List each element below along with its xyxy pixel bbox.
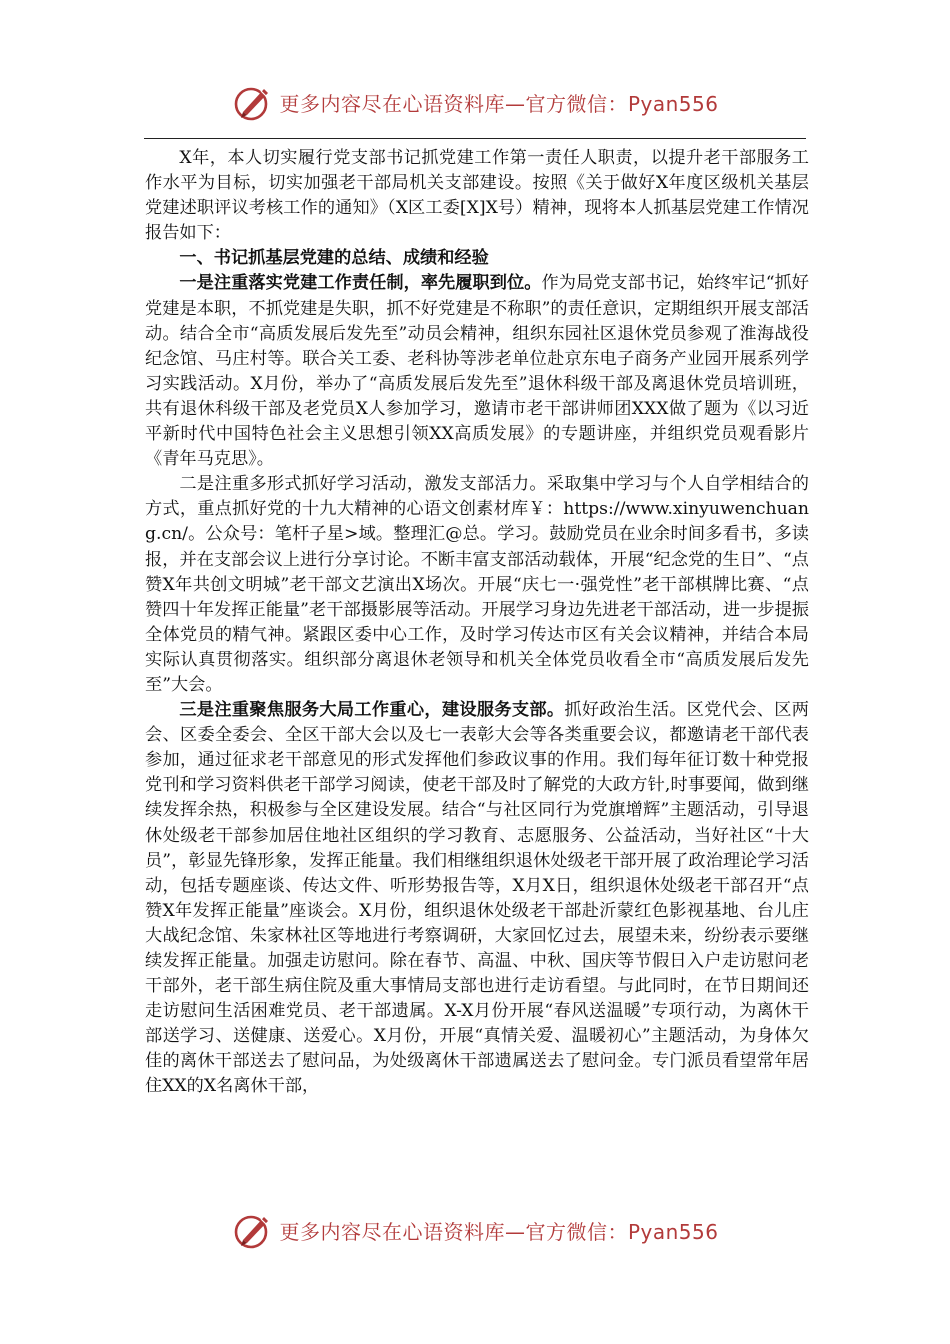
pen-logo-icon [231, 80, 275, 124]
banner-text: 更多内容尽在心语资料库—官方微信：Pyan556 [279, 1219, 719, 1244]
paragraph-3-lead: 三是注重聚焦服务大局工作重心，建设服务支部。 [179, 700, 565, 721]
header-banner [0, 80, 950, 124]
paragraph-3 [145, 698, 809, 1100]
paragraph-3-body: 抓好政治生活。区党代会、区两会、区委全委会、全区干部大会以及七一表彰大会等各类重要会议，都邀请老干部代表参加，通过征求老干部意见的形式发挥他们参政议事的作用。我们每年征订数十种党报党刊和学习资料供老干部学习阅读，使老干部及时了解党的大政方针,时事要闻，做到继续发挥余热，积极参与全区建设发展。结合“与社区同行为党旗增辉”主题活动，引导退休处级老干部参加居住地社区组织的学习教育、志愿服务、公益活动，当好社区“十大员”，彰显先锋形象，发挥正能量。我们相继组织退休处级老干部开展了政治理论学习活动，包括专题座谈、传达文件、听形势报告等，X月X日，组织退休处级老干部召开“点赞X年发挥正能量”座谈会。X月份，组织退休处级老干部赴沂蒙红色影视基地、台儿庄大战纪念馆、朱家林社区等地进行考察调研，大家回忆过去，展望未来，纷纷表示要继续发挥正能量。加强走访慰问。除在春节、高温、中秋、国庆等节假日入户走访慰问老干部外，老干部生病住院及重大事情局支部也进行走访看望。与此同时，在节日期间还走访慰问生活困难党员、老干部遗属。X-X月份开展“春风送温暖”专项行动，为离休干部送学习、送健康、送爱心。X月份，开展“真情关爱、温暖初心”主题活动，为身体欠佳的离休干部送去了慰问品，为处级离休干部遗属送去了慰问金。专门派员看望常年居住XX的X名离休干部， [145, 700, 809, 1097]
pen-logo-icon [231, 1208, 275, 1252]
paragraph-1-body: 作为局党支部书记，始终牢记“抓好党建是本职，不抓党建是失职，抓不好党建是不称职”的责任意识，定期组织开展支部活动。结合全市“高质发展后发先至”动员会精神，组织东园社区退休党员参观了淮海战役纪念馆、马庄村等。联合关工委、老科协等涉老单位赴京东电子商务产业园开展系列学习实践活动。X月份，举办了“高质发展后发先至”退休科级干部及离退休党员培训班，共有退休科级干部及老党员X人参加学习，邀请市老干部讲师团XXX做了题为《以习近平新时代中国特色社会主义思想引领XX高质发展》的专题讲座，并组织党员观看影片《青年马克思》。 [145, 273, 809, 470]
section-heading: 一、书记抓基层党建的总结、成绩和经验 [179, 248, 489, 269]
paragraph-1 [145, 271, 809, 472]
header-divider [144, 138, 806, 139]
banner-text: 更多内容尽在心语资料库—官方微信：Pyan556 [279, 91, 719, 116]
document-body [145, 146, 809, 1100]
paragraph-2: 二是注重多形式抓好学习活动，激发支部活力。采取集中学习与个人自学相结合的方式，重点抓好党的十九大精神的心语文创素材库￥：https://www.xinyuwenchuang.cn/。公众号：笔杆子星>域。整理汇@总。学习。鼓励党员在业余时间多看书，多读报，并在支部会议上进行分享讨论。不断丰富支部活动载体，开展“纪念党的生日”、“点赞X年共创文明城”老干部文艺演出X场次。开展“庆七一·强党性”老干部棋牌比赛、“点赞四十年发挥正能量”老干部摄影展等活动。开展学习身边先进老干部活动，进一步提振全体党员的精气神。紧跟区委中心工作，及时学习传达市区有关会议精神，并结合本局实际认真贯彻落实。组织部分离退休老领导和机关全体党员收看全市“高质发展后发先至”大会。 [145, 474, 809, 695]
paragraph-1-lead: 一是注重落实党建工作责任制，率先履职到位。 [179, 273, 542, 294]
intro-paragraph: X年，本人切实履行党支部书记抓党建工作第一责任人职责，以提升老干部服务工作水平为目标，切实加强老干部局机关支部建设。按照《关于做好X年度区级机关基层党建述职评议考核工作的通知》（X区工委[X]X号）精神，现将本人抓基层党建工作情况报告如下： [145, 148, 809, 244]
footer-banner [0, 1208, 950, 1252]
